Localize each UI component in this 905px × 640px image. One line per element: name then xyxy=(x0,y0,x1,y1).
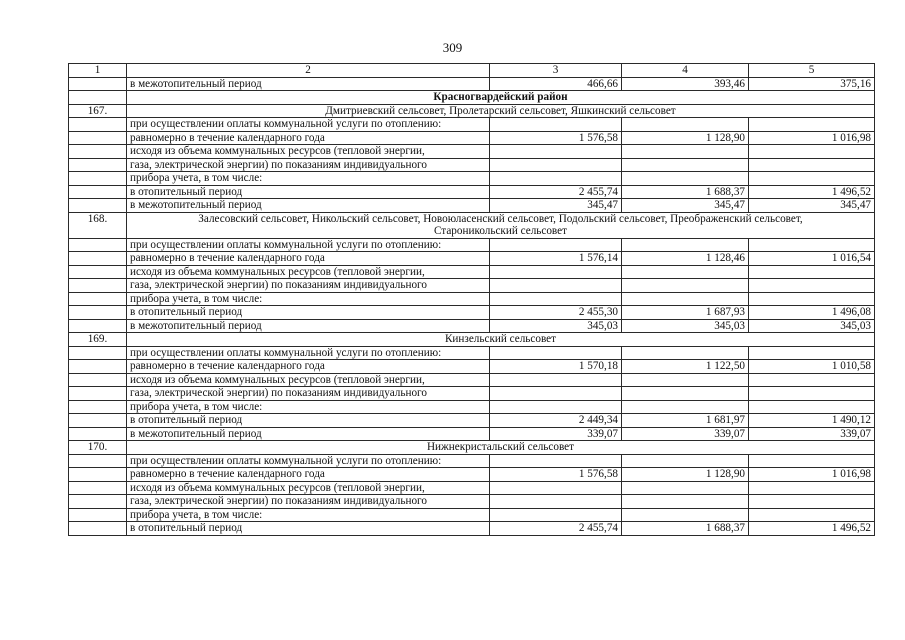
column-header-4: 4 xyxy=(622,64,749,78)
value-col-3 xyxy=(490,238,622,252)
value-col-3: 1 576,58 xyxy=(490,468,622,482)
page-number: 309 xyxy=(442,40,463,55)
value-col-3: 1 576,14 xyxy=(490,252,622,266)
value-col-5: 375,16 xyxy=(749,77,875,91)
row-number xyxy=(69,199,127,213)
value-col-3 xyxy=(490,400,622,414)
value-col-5 xyxy=(749,508,875,522)
value-col-4 xyxy=(622,145,749,159)
row-number xyxy=(69,91,127,105)
value-col-5: 1 016,98 xyxy=(749,468,875,482)
section-title: Красногвардейский район xyxy=(127,91,875,105)
value-col-5 xyxy=(749,118,875,132)
value-col-4 xyxy=(622,158,749,172)
value-col-4 xyxy=(622,172,749,186)
tariff-table xyxy=(68,63,875,536)
value-col-4 xyxy=(622,508,749,522)
row-number xyxy=(69,427,127,441)
row-number xyxy=(69,508,127,522)
row-label: равномерно в течение календарного года xyxy=(127,252,490,266)
table-row xyxy=(69,319,875,333)
row-number xyxy=(69,145,127,159)
value-col-4: 1 681,97 xyxy=(622,414,749,428)
table-header-row xyxy=(69,64,875,78)
value-col-3: 2 455,30 xyxy=(490,306,622,320)
value-col-5 xyxy=(749,238,875,252)
group-row xyxy=(69,333,875,347)
row-number xyxy=(69,185,127,199)
value-col-3 xyxy=(490,279,622,293)
value-col-3: 1 570,18 xyxy=(490,360,622,374)
group-title-line: Нижнекристальский сельсовет xyxy=(426,441,575,453)
value-col-4: 1 688,37 xyxy=(622,185,749,199)
value-col-4 xyxy=(622,400,749,414)
value-col-5 xyxy=(749,158,875,172)
table-row xyxy=(69,131,875,145)
value-col-3 xyxy=(490,387,622,401)
group-title xyxy=(127,333,875,347)
table-row xyxy=(69,158,875,172)
value-col-5: 1 490,12 xyxy=(749,414,875,428)
column-header-5: 5 xyxy=(749,64,875,78)
row-number xyxy=(69,387,127,401)
row-number xyxy=(69,346,127,360)
value-col-3 xyxy=(490,495,622,509)
row-label: прибора учета, в том числе: xyxy=(127,508,490,522)
value-col-5 xyxy=(749,292,875,306)
row-number xyxy=(69,360,127,374)
value-col-5: 1 496,52 xyxy=(749,185,875,199)
row-number: 169. xyxy=(69,333,127,347)
row-number xyxy=(69,373,127,387)
row-number xyxy=(69,495,127,509)
table-row xyxy=(69,508,875,522)
table-row xyxy=(69,279,875,293)
value-col-5 xyxy=(749,145,875,159)
row-label: в отопительный период xyxy=(127,414,490,428)
value-col-5 xyxy=(749,279,875,293)
value-col-5 xyxy=(749,373,875,387)
row-number xyxy=(69,172,127,186)
row-number xyxy=(69,279,127,293)
value-col-5: 1 496,52 xyxy=(749,522,875,536)
value-col-4: 1 128,90 xyxy=(622,131,749,145)
value-col-5: 1 496,08 xyxy=(749,306,875,320)
table-row xyxy=(69,427,875,441)
table-row xyxy=(69,373,875,387)
value-col-3 xyxy=(490,373,622,387)
group-title xyxy=(127,441,875,455)
table-row xyxy=(69,414,875,428)
value-col-3 xyxy=(490,172,622,186)
row-label: при осуществлении оплаты коммунальной услуги по отоплению: xyxy=(127,118,490,132)
row-number xyxy=(69,118,127,132)
row-number xyxy=(69,131,127,145)
value-col-5: 345,47 xyxy=(749,199,875,213)
value-col-5: 1 016,98 xyxy=(749,131,875,145)
value-col-4 xyxy=(622,495,749,509)
value-col-4: 339,07 xyxy=(622,427,749,441)
row-label: исходя из объема коммунальных ресурсов (тепловой энергии, xyxy=(127,145,490,159)
row-number xyxy=(69,481,127,495)
value-col-4: 1 128,46 xyxy=(622,252,749,266)
value-col-5 xyxy=(749,172,875,186)
table-row xyxy=(69,172,875,186)
row-number: 167. xyxy=(69,104,127,118)
table-row xyxy=(69,252,875,266)
table-row xyxy=(69,346,875,360)
column-header-3: 3 xyxy=(490,64,622,78)
value-col-4 xyxy=(622,118,749,132)
value-col-3: 466,66 xyxy=(490,77,622,91)
row-label: при осуществлении оплаты коммунальной услуги по отоплению: xyxy=(127,454,490,468)
row-label: исходя из объема коммунальных ресурсов (тепловой энергии, xyxy=(127,373,490,387)
value-col-4: 345,47 xyxy=(622,199,749,213)
value-col-3 xyxy=(490,481,622,495)
table-row xyxy=(69,199,875,213)
value-col-4: 1 687,93 xyxy=(622,306,749,320)
row-number xyxy=(69,158,127,172)
table-row xyxy=(69,265,875,279)
row-number xyxy=(69,77,127,91)
row-label: в межотопительный период xyxy=(127,77,490,91)
row-number xyxy=(69,454,127,468)
value-col-4 xyxy=(622,279,749,293)
row-label: в отопительный период xyxy=(127,522,490,536)
row-number xyxy=(69,238,127,252)
row-label: газа, электрической энергии) по показаниям индивидуального xyxy=(127,158,490,172)
value-col-5 xyxy=(749,454,875,468)
group-title-line: Дмитриевский сельсовет, Пролетарский сельсовет, Яшкинский сельсовет xyxy=(325,104,676,117)
row-label: при осуществлении оплаты коммунальной услуги по отоплению: xyxy=(127,346,490,360)
value-col-4: 345,03 xyxy=(622,319,749,333)
table-row xyxy=(69,481,875,495)
table-row xyxy=(69,77,875,91)
table-row xyxy=(69,495,875,509)
row-label: газа, электрической энергии) по показаниям индивидуального xyxy=(127,279,490,293)
value-col-5 xyxy=(749,495,875,509)
value-col-3 xyxy=(490,118,622,132)
group-title-line: Залесовский сельсовет, Никольский сельсовет, Новоюласенский сельсовет, Подольский сельсовет, Преображенский сельсовет, xyxy=(198,212,803,225)
table-row xyxy=(69,400,875,414)
value-col-3 xyxy=(490,145,622,159)
row-label: в межотопительный период xyxy=(127,319,490,333)
value-col-4: 393,46 xyxy=(622,77,749,91)
value-col-3: 2 455,74 xyxy=(490,185,622,199)
group-title-line: Староникольский сельсовет xyxy=(433,225,568,237)
value-col-4: 1 688,37 xyxy=(622,522,749,536)
value-col-4 xyxy=(622,346,749,360)
row-label: исходя из объема коммунальных ресурсов (тепловой энергии, xyxy=(127,481,490,495)
row-number: 170. xyxy=(69,441,127,455)
table-row xyxy=(69,360,875,374)
tariff-table-body xyxy=(69,64,875,536)
value-col-5: 1 016,54 xyxy=(749,252,875,266)
table-row xyxy=(69,306,875,320)
row-number xyxy=(69,319,127,333)
row-label: равномерно в течение календарного года xyxy=(127,131,490,145)
value-col-3: 345,03 xyxy=(490,319,622,333)
value-col-5: 339,07 xyxy=(749,427,875,441)
value-col-3 xyxy=(490,508,622,522)
value-col-3: 2 455,74 xyxy=(490,522,622,536)
row-number xyxy=(69,292,127,306)
table-row xyxy=(69,292,875,306)
value-col-5 xyxy=(749,387,875,401)
group-row xyxy=(69,441,875,455)
row-label: в межотопительный период xyxy=(127,427,490,441)
row-label: при осуществлении оплаты коммунальной услуги по отоплению: xyxy=(127,238,490,252)
value-col-4 xyxy=(622,373,749,387)
group-title xyxy=(127,104,875,118)
column-header-1: 1 xyxy=(69,64,127,78)
table-row xyxy=(69,238,875,252)
table-row xyxy=(69,185,875,199)
row-label: равномерно в течение календарного года xyxy=(127,468,490,482)
value-col-5 xyxy=(749,265,875,279)
value-col-4 xyxy=(622,481,749,495)
table-row xyxy=(69,118,875,132)
value-col-3 xyxy=(490,346,622,360)
row-label: в межотопительный период xyxy=(127,199,490,213)
value-col-5: 345,03 xyxy=(749,319,875,333)
table-row xyxy=(69,522,875,536)
group-title xyxy=(127,212,875,238)
value-col-5 xyxy=(749,400,875,414)
row-number xyxy=(69,522,127,536)
row-label: в отопительный период xyxy=(127,306,490,320)
value-col-3 xyxy=(490,265,622,279)
value-col-5 xyxy=(749,481,875,495)
column-header-2: 2 xyxy=(127,64,490,78)
table-row xyxy=(69,454,875,468)
value-col-5: 1 010,58 xyxy=(749,360,875,374)
value-col-3: 2 449,34 xyxy=(490,414,622,428)
table-row xyxy=(69,145,875,159)
value-col-4 xyxy=(622,454,749,468)
value-col-4 xyxy=(622,292,749,306)
row-number xyxy=(69,468,127,482)
value-col-3: 339,07 xyxy=(490,427,622,441)
row-label: в отопительный период xyxy=(127,185,490,199)
value-col-4: 1 122,50 xyxy=(622,360,749,374)
value-col-4 xyxy=(622,238,749,252)
row-label: равномерно в течение календарного года xyxy=(127,360,490,374)
row-label: газа, электрической энергии) по показаниям индивидуального xyxy=(127,495,490,509)
section-row xyxy=(69,91,875,105)
row-number xyxy=(69,306,127,320)
row-number xyxy=(69,414,127,428)
group-title-line: Кинзельский сельсовет xyxy=(444,333,557,345)
value-col-3 xyxy=(490,454,622,468)
row-label: прибора учета, в том числе: xyxy=(127,172,490,186)
table-row xyxy=(69,468,875,482)
value-col-4 xyxy=(622,265,749,279)
row-number xyxy=(69,400,127,414)
group-row xyxy=(69,212,875,238)
row-number xyxy=(69,252,127,266)
value-col-3 xyxy=(490,292,622,306)
value-col-5 xyxy=(749,346,875,360)
table-row xyxy=(69,387,875,401)
row-label: газа, электрической энергии) по показаниям индивидуального xyxy=(127,387,490,401)
row-label: исходя из объема коммунальных ресурсов (тепловой энергии, xyxy=(127,265,490,279)
value-col-3: 1 576,58 xyxy=(490,131,622,145)
row-number xyxy=(69,265,127,279)
row-number: 168. xyxy=(69,212,127,238)
value-col-3: 345,47 xyxy=(490,199,622,213)
row-label: прибора учета, в том числе: xyxy=(127,400,490,414)
value-col-4 xyxy=(622,387,749,401)
group-row xyxy=(69,104,875,118)
value-col-3 xyxy=(490,158,622,172)
value-col-4: 1 128,90 xyxy=(622,468,749,482)
row-label: прибора учета, в том числе: xyxy=(127,292,490,306)
